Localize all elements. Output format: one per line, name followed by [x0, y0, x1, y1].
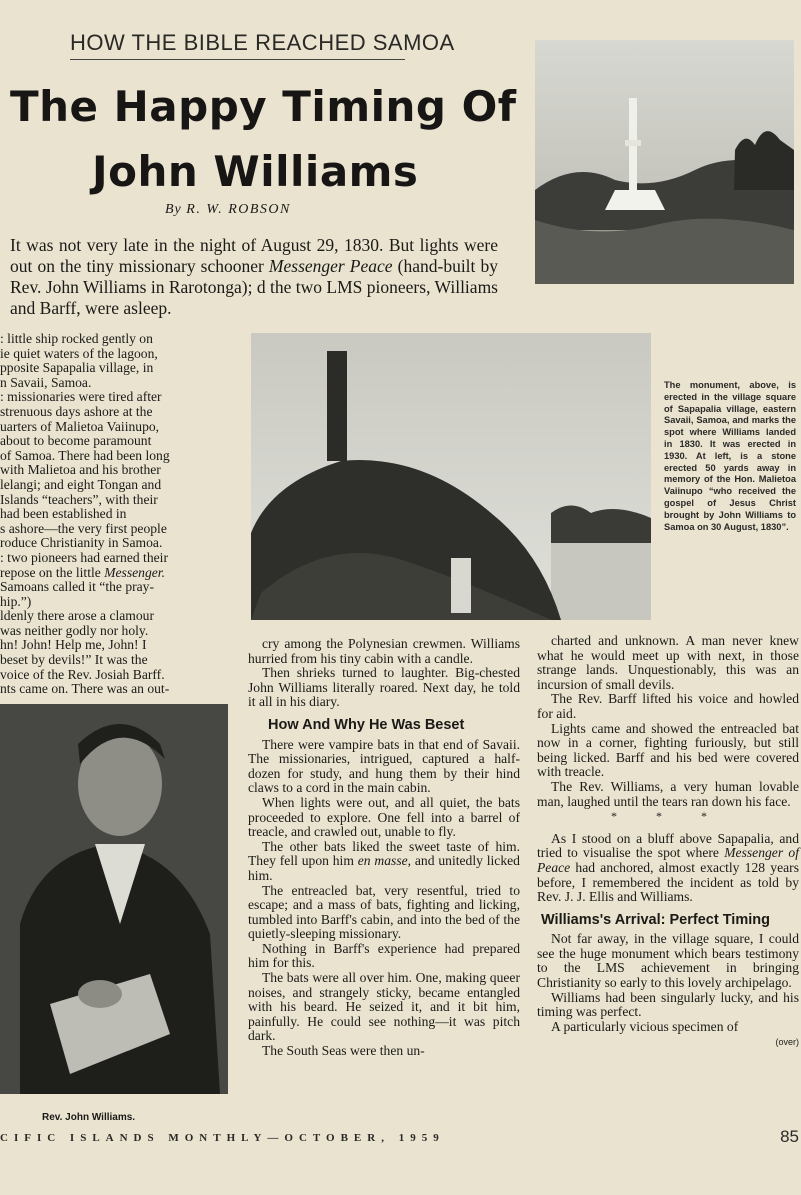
- column-1-line: s ashore—the very first people: [0, 520, 167, 536]
- memorial-stone-photo: [251, 333, 651, 620]
- paragraph: cry among the Polynesian crewmen. Williams hurried from his tiny cabin with a candle.: [248, 636, 520, 666]
- column-1-line: uarters of Malietoa Vaiinupo,: [0, 418, 160, 434]
- column-1-line: of Samoa. There had been long: [0, 447, 170, 463]
- column-1-line: strenuous days ashore at the: [0, 403, 153, 419]
- column-1-line: ie quiet waters of the lagoon,: [0, 345, 158, 361]
- column-1-line: with Malietoa and his brother: [0, 462, 161, 478]
- article-title-line1: The Happy Timing Of: [10, 82, 517, 131]
- column-1-line: : missionaries were tired after: [0, 389, 162, 405]
- paragraph: Lights came and showed the entreacled bat now in a corner, fighting furiously, but still being licked. Barff and his bed were covered with treacle.: [537, 720, 799, 780]
- monument-photo-image: [535, 40, 794, 284]
- paragraph: The bats were all over him. One, making queer noises, and strangely sticky, became entangled with his beard. He seized it, and it bit him, painfully. He could see nothing—it was pitch dark.: [248, 970, 520, 1044]
- paragraph: Williams had been singularly lucky, and his timing was perfect.: [537, 989, 799, 1020]
- column-1-line: pposite Sapapalia village, in: [0, 360, 154, 376]
- section-separator: * * *: [611, 809, 725, 824]
- column-1-line: beset by devils!” It was the: [0, 652, 148, 668]
- paragraph: A particularly vicious specimen of: [551, 1018, 739, 1034]
- paragraph: The other bats liked the sweet taste of him. They fell upon him en masse, and unitedly licked him.: [248, 838, 520, 883]
- column-1-line: n Savaii, Samoa.: [0, 374, 92, 390]
- paragraph: charted and unknown. A man never knew what he would meet up with next, in those strange lands. Unquestionably, this was an incursion of small devils.: [537, 633, 799, 692]
- paragraph: The entreacled bat, very resentful, tried to escape; and a mass of bats, fighting and licking, tumbled into Barff's cabin, and into the bed of the quietly-sleeping missionary.: [248, 882, 520, 942]
- column-1-line: hip.”): [0, 593, 32, 609]
- column-1-line: hn! John! Help me, John! I: [0, 637, 147, 653]
- section-kicker: HOW THE BIBLE REACHED SAMOA: [70, 30, 405, 60]
- byline-prefix: By: [165, 202, 182, 217]
- monument-photo: [535, 40, 794, 284]
- subhead-arrival: Williams's Arrival: Perfect Timing: [541, 911, 770, 928]
- column-1-line: was neither godly nor holy.: [0, 622, 149, 638]
- paragraph: When lights were out, and all quiet, the bats proceeded to explore. One fell into a barrel of treacle, and crawled out, unable to fly.: [248, 794, 520, 840]
- column-2: [248, 637, 520, 1059]
- paragraph: Nothing in Barff's experience had prepared him for this.: [248, 940, 520, 971]
- lead-paragraph: It was not very late in the night of August 29, 1830. But lights were out on the tiny missionary schooner Messenger Peace (hand-built by Rev. John Williams in Rarotonga); d the two LMS pioneers, Williams and Barff, were asleep.: [10, 235, 498, 318]
- paragraph: As I stood on a bluff above Sapapalia, and tried to visualise the spot where Messenger of Peace had anchored, almost exactly 128 years before, I remembered the incident as told by Rev. J. J. Ellis and Williams.: [537, 830, 799, 905]
- column-1-line: ldenly there arose a clamour: [0, 608, 154, 624]
- paragraph: Not far away, in the village square, I could see the huge monument which bears testimony to the LMS achievement in bringing Christianity so early to this lovely archipelago.: [537, 931, 799, 991]
- memorial-stone-image: [251, 333, 651, 620]
- page-number: 85: [780, 1127, 799, 1146]
- paragraph: The South Seas were then un-: [262, 1043, 425, 1059]
- portrait-image: [0, 704, 228, 1094]
- paragraph: The Rev. Williams, a very human lovable man, laughed until the tears ran down his face.: [537, 778, 799, 809]
- column-1-line: voice of the Rev. Josiah Barff.: [0, 666, 165, 682]
- column-1-line: : little ship rocked gently on: [0, 332, 153, 346]
- column-1: [0, 332, 226, 697]
- column-1-line: Samoans called it “the pray-: [0, 579, 155, 595]
- portrait-caption: Rev. John Williams.: [42, 1112, 136, 1123]
- column-1-line: lelangi; and eight Tongan and: [0, 476, 162, 492]
- paragraph: There were vampire bats in that end of Savaii. The missionaries, intrigued, captured a half-dozen for study, and hung them by their hind claws to a cord in the main cabin.: [248, 736, 520, 796]
- byline-author: R. W. ROBSON: [186, 202, 291, 217]
- column-1-line: nts came on. There was an out-: [0, 681, 170, 697]
- column-1-line: about to become paramount: [0, 433, 152, 449]
- column-1-line: had been established in: [0, 506, 127, 522]
- paragraph: Then shrieks turned to laughter. Big-chested John Williams literally roared. Next day, he told it all in his diary.: [248, 665, 520, 710]
- subhead-beset: How And Why He Was Beset: [268, 716, 465, 733]
- portrait-photo: [0, 704, 228, 1094]
- column-1-line: repose on the little Messenger.: [0, 564, 165, 580]
- article-title-line2: John Williams: [92, 147, 419, 196]
- column-3: [537, 634, 799, 1050]
- monument-caption: The monument, above, is erected in the village square of Sapapalia village, eastern Savaii, Samoa, and marks the spot where Williams landed in 1830. It was erected in 1930. At left, is a stone erected 50 yards away in memory of the Hon. Malietoa Vaiinupo “who received the gospel of Jesus Christ brought by John Williams to Samoa on 30 August, 1830”.: [664, 380, 796, 532]
- paragraph: The Rev. Barff lifted his voice and howled for aid.: [537, 691, 799, 721]
- continued-marker: (over): [775, 1037, 799, 1048]
- page-footer: CIFIC ISLANDS MONTHLY—OCTOBER, 1959: [0, 1132, 445, 1144]
- byline: [165, 202, 291, 218]
- column-1-line: Islands “teachers”, with their: [0, 491, 158, 507]
- column-1-line: roduce Christianity in Samoa.: [0, 535, 163, 551]
- column-1-line: : two pioneers had earned their: [0, 549, 168, 565]
